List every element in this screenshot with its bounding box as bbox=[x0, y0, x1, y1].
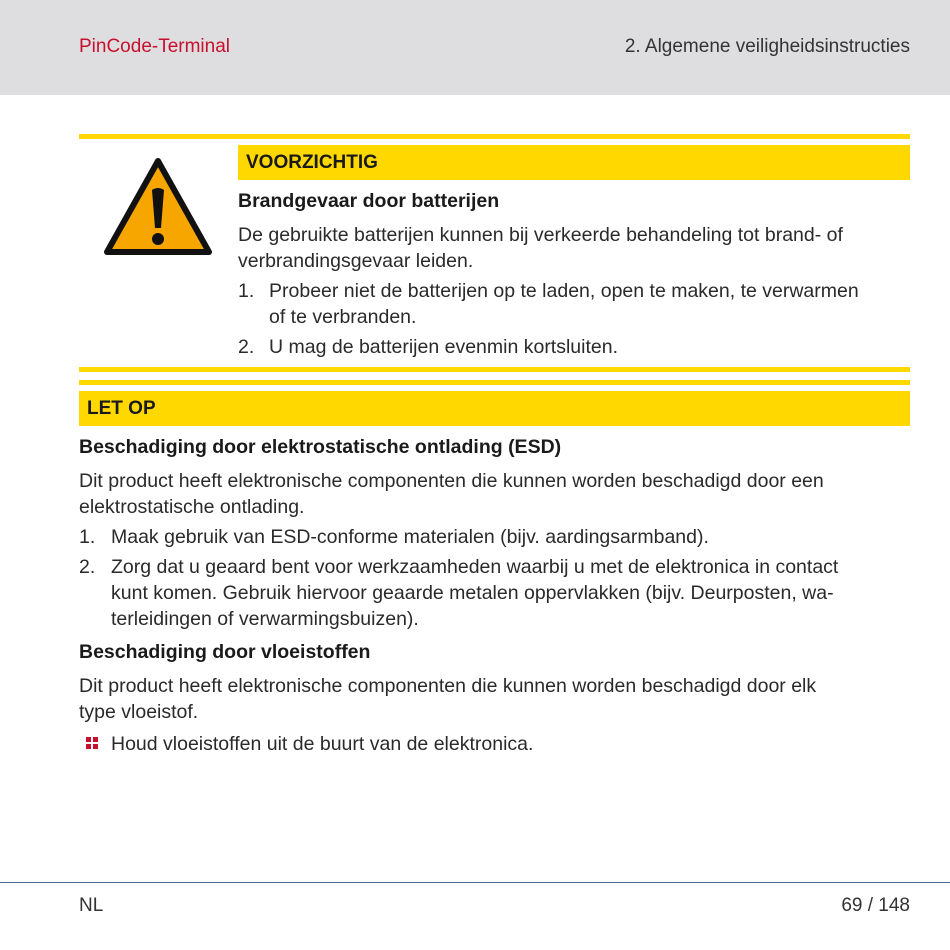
page-header bbox=[0, 0, 950, 95]
liquid-intro-line: Dit product heeft elektronische componenten die kunnen worden beschadigd door elk bbox=[79, 675, 817, 697]
esd-item-text: Maak gebruik van ESD-conforme materialen (bijv. aardingsarmband). bbox=[111, 526, 709, 548]
caution-top-rule bbox=[79, 134, 910, 139]
esd-item-number: 2. bbox=[79, 556, 96, 578]
caution-intro-line: verbrandingsgevaar leiden. bbox=[238, 250, 474, 272]
esd-item-text: Zorg dat u geaard bent voor werkzaamheden waarbij u met de elektronica in contact bbox=[111, 556, 839, 578]
esd-intro-line: elektrostatische ontlading. bbox=[79, 496, 305, 518]
four-square-bullet-icon bbox=[86, 737, 98, 749]
caution-title: Brandgevaar door batterijen bbox=[238, 190, 500, 212]
esd-item-text: kunt komen. Gebruik hiervoor geaarde metalen oppervlakken (bijv. Deurposten, wa- bbox=[111, 582, 834, 604]
caution-item-number: 2. bbox=[238, 336, 255, 358]
caution-bottom-rule bbox=[79, 367, 910, 372]
caution-item-text: Probeer niet de batterijen op te laden, open te maken, te verwarmen bbox=[269, 280, 859, 302]
liquid-intro-line: type vloeistof. bbox=[79, 701, 199, 723]
notice-label: LET OP bbox=[79, 391, 910, 426]
caution-item-number: 1. bbox=[238, 280, 255, 302]
footer-language: NL bbox=[79, 895, 104, 916]
esd-title: Beschadiging door elektrostatische ontlading (ESD) bbox=[79, 436, 562, 458]
caution-item-text: U mag de batterijen evenmin kortsluiten. bbox=[269, 336, 619, 358]
esd-item-text: terleidingen of verwarmingsbuizen). bbox=[111, 608, 419, 630]
product-name: PinCode-Terminal bbox=[79, 36, 231, 57]
chapter-title: 2. Algemene veiligheidsinstructies bbox=[624, 36, 910, 57]
caution-item-text: of te verbranden. bbox=[269, 306, 417, 328]
notice-top-rule bbox=[79, 380, 910, 385]
caution-intro-line: De gebruikte batterijen kunnen bij verkeerde behandeling tot brand- of bbox=[238, 224, 843, 246]
page-number: 69 / 148 bbox=[841, 895, 910, 916]
liquid-title: Beschadiging door vloeistoffen bbox=[79, 641, 371, 663]
warning-triangle-icon bbox=[102, 156, 214, 258]
esd-intro-line: Dit product heeft elektronische componenten die kunnen worden beschadigd door een bbox=[79, 470, 824, 492]
footer-divider bbox=[0, 882, 950, 883]
caution-label: VOORZICHTIG bbox=[238, 145, 910, 180]
esd-item-number: 1. bbox=[79, 526, 96, 548]
liquid-bullet-text: Houd vloeistoffen uit de buurt van de elektronica. bbox=[111, 733, 534, 755]
